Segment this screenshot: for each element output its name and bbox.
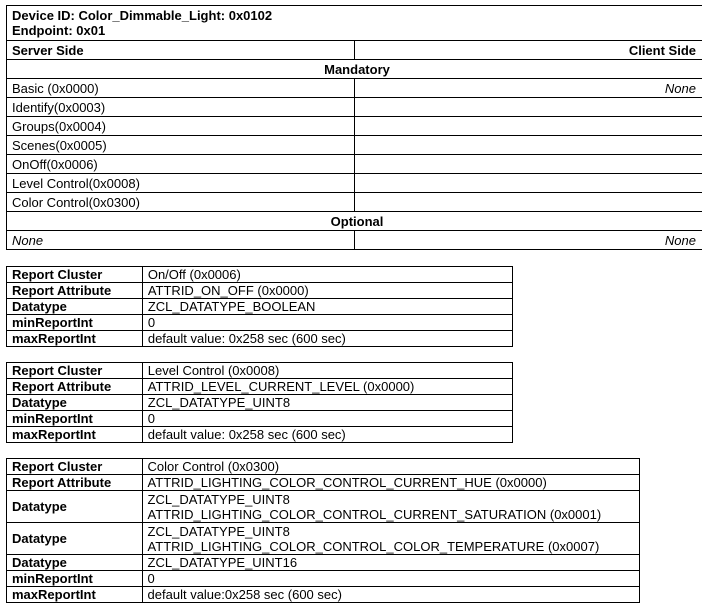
server-cluster-level-control: Level Control(0x0008) — [7, 174, 355, 193]
datatype-value: ZCL_DATATYPE_UINT8 — [147, 523, 290, 539]
mandatory-heading: Mandatory — [7, 60, 702, 79]
datatype-label: Datatype — [7, 555, 143, 571]
datatype-attribute-value — [142, 523, 639, 555]
mandatory-client-none: None — [354, 79, 702, 98]
report-attribute-label: Report Attribute — [7, 379, 143, 395]
report-attribute-label: Report Attribute — [7, 283, 143, 299]
datatype-value: ZCL_DATATYPE_UINT8 — [147, 491, 290, 507]
server-cluster-color-control: Color Control(0x0300) — [7, 193, 355, 212]
empty-cell — [354, 193, 702, 212]
report-attribute-label: Report Attribute — [7, 475, 143, 491]
server-cluster-identify: Identify(0x0003) — [7, 98, 355, 117]
optional-heading: Optional — [7, 212, 702, 231]
report-cluster-value: On/Off (0x0006) — [142, 267, 512, 283]
device-header-cell — [7, 6, 702, 41]
optional-client-none: None — [354, 231, 702, 250]
report-table-color-control — [6, 458, 640, 603]
datatype-attribute-value — [142, 491, 639, 523]
device-id: Device ID: Color_Dimmable_Light: 0x0102 — [12, 8, 273, 23]
report-cluster-label: Report Cluster — [7, 267, 143, 283]
min-report-int-value: 0 — [142, 411, 512, 427]
server-cluster-groups: Groups(0x0004) — [7, 117, 355, 136]
max-report-int-label: maxReportInt — [7, 587, 143, 603]
empty-cell — [354, 155, 702, 174]
max-report-int-label: maxReportInt — [7, 427, 143, 443]
max-report-int-value: default value: 0x258 sec (600 sec) — [142, 427, 512, 443]
server-cluster-basic: Basic (0x0000) — [7, 79, 355, 98]
client-side-header: Client Side — [354, 41, 702, 60]
attribute-value: ATTRID_LIGHTING_COLOR_CONTROL_COLOR_TEMPERATURE (0x0007) — [147, 538, 600, 554]
server-cluster-onoff: OnOff(0x0006) — [7, 155, 355, 174]
server-side-header: Server Side — [7, 41, 355, 60]
max-report-int-value: default value: 0x258 sec (600 sec) — [142, 331, 512, 347]
report-attribute-value: ATTRID_ON_OFF (0x0000) — [142, 283, 512, 299]
endpoint: Endpoint: 0x01 — [12, 23, 106, 38]
empty-cell — [354, 136, 702, 155]
min-report-int-value: 0 — [142, 571, 639, 587]
datatype-value: ZCL_DATATYPE_UINT8 — [142, 395, 512, 411]
datatype-label: Datatype — [7, 299, 143, 315]
empty-cell — [354, 98, 702, 117]
min-report-int-label: minReportInt — [7, 315, 143, 331]
report-attribute-value: ATTRID_LIGHTING_COLOR_CONTROL_CURRENT_HUE (0x0000) — [142, 475, 639, 491]
optional-server-none: None — [7, 231, 355, 250]
min-report-int-label: minReportInt — [7, 571, 143, 587]
report-cluster-label: Report Cluster — [7, 363, 143, 379]
datatype-value: ZCL_DATATYPE_BOOLEAN — [142, 299, 512, 315]
empty-cell — [354, 117, 702, 136]
report-cluster-value: Color Control (0x0300) — [142, 459, 639, 475]
report-table-level-control — [6, 362, 513, 443]
attribute-value: ATTRID_LIGHTING_COLOR_CONTROL_CURRENT_SATURATION (0x0001) — [147, 506, 602, 522]
min-report-int-value: 0 — [142, 315, 512, 331]
datatype-label: Datatype — [7, 523, 143, 555]
report-cluster-value: Level Control (0x0008) — [142, 363, 512, 379]
max-report-int-value: default value:0x258 sec (600 sec) — [142, 587, 639, 603]
report-table-onoff — [6, 266, 513, 347]
empty-cell — [354, 174, 702, 193]
server-cluster-scenes: Scenes(0x0005) — [7, 136, 355, 155]
report-attribute-value: ATTRID_LEVEL_CURRENT_LEVEL (0x0000) — [142, 379, 512, 395]
datatype-label: Datatype — [7, 395, 143, 411]
datatype-label: Datatype — [7, 491, 143, 523]
datatype-value: ZCL_DATATYPE_UINT16 — [142, 555, 639, 571]
max-report-int-label: maxReportInt — [7, 331, 143, 347]
min-report-int-label: minReportInt — [7, 411, 143, 427]
report-cluster-label: Report Cluster — [7, 459, 143, 475]
device-cluster-table — [6, 5, 702, 250]
